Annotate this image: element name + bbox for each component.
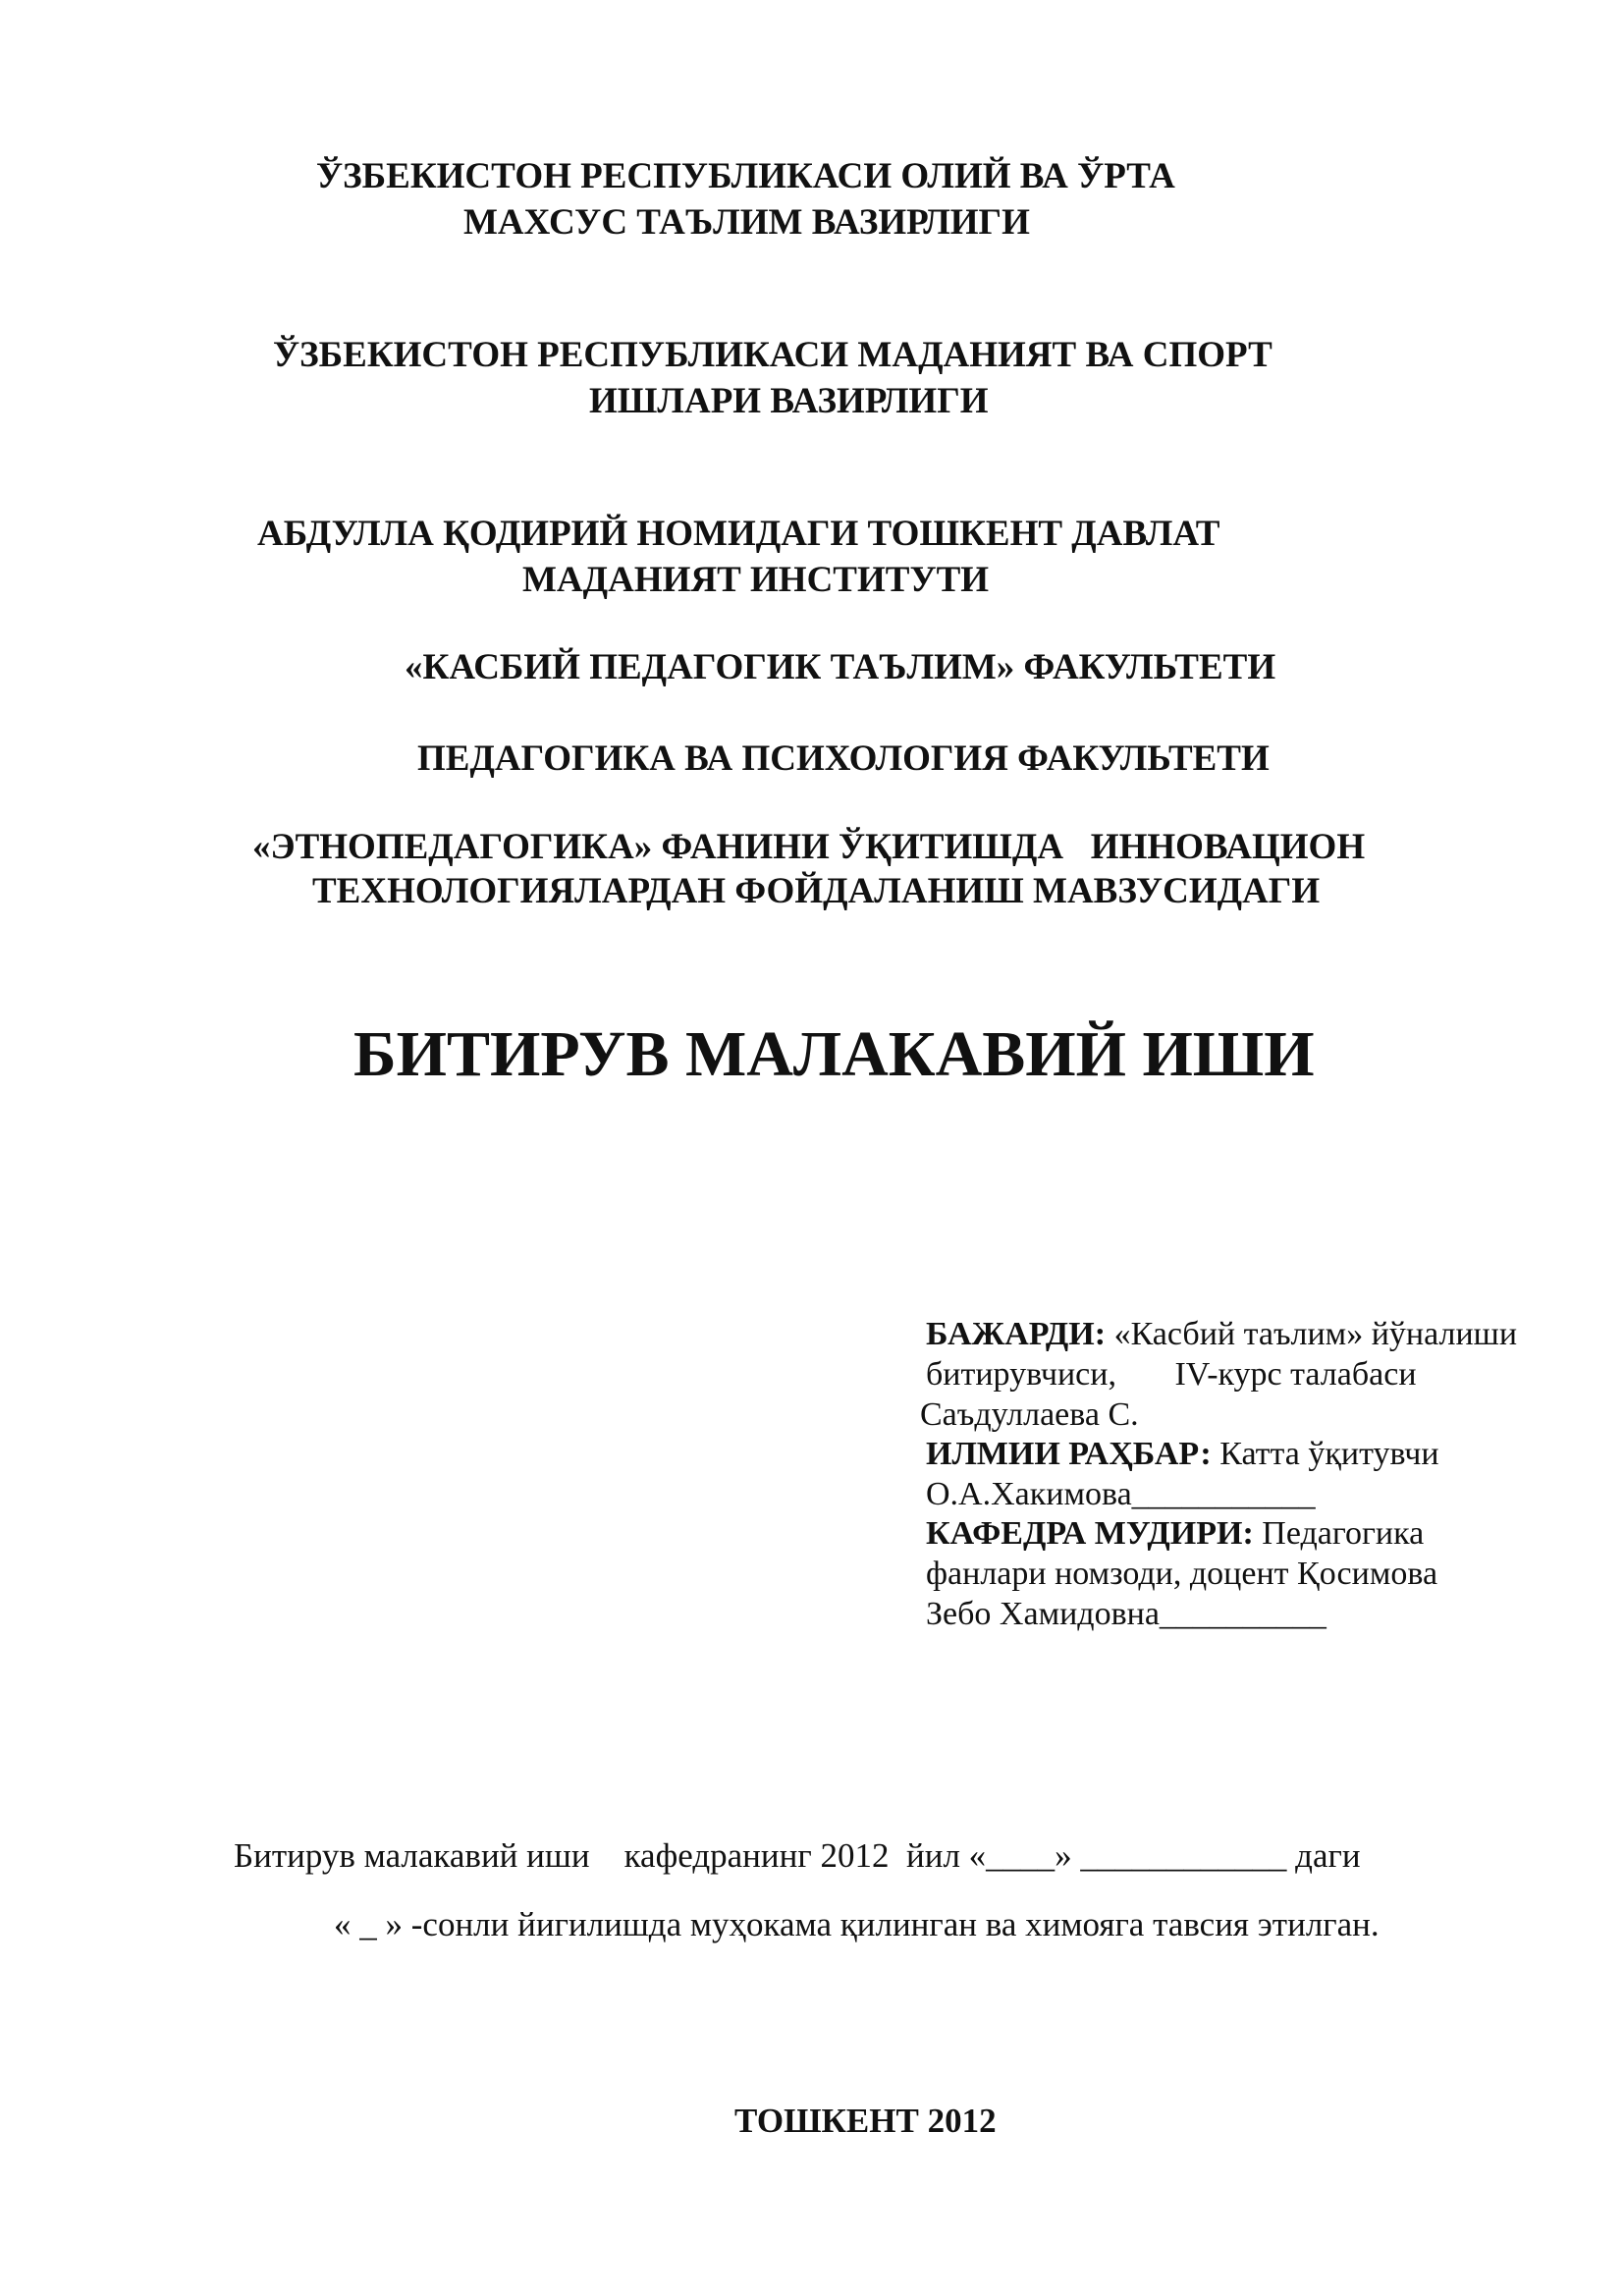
faculty-professional-pedagogy: «КАСБИЙ ПЕДАГОГИК ТАЪЛИМ» ФАКУЛЬТЕТИ [405, 647, 1276, 687]
department-head-name-signature: Зебо Хамидовна__________ [926, 1596, 1326, 1632]
ministry-culture-line1: ЎЗБЕКИСТОН РЕСПУБЛИКАСИ МАДАНИЯТ ВА СПОРТ [273, 335, 1272, 375]
performed-by-label: БАЖАРДИ: [926, 1316, 1107, 1352]
faculty-pedagogy-psychology: ПЕДАГОГИКА ВА ПСИХОЛОГИЯ ФАКУЛЬТЕТИ [417, 738, 1270, 779]
advisor-line [926, 1436, 1439, 1473]
department-head-degree: фанлари номзоди, доцент Қосимова [926, 1556, 1438, 1592]
graduate-course-line: битирувчиси, IV-курс талабаси [926, 1356, 1417, 1393]
approval-statement-line2: « _ » -сонли йигилишда муҳокама қилинган ва химояга тавсия этилган. [334, 1905, 1380, 1943]
ministry-culture-line2: ИШЛАРИ ВАЗИРЛИГИ [589, 381, 989, 421]
ministry-higher-education-line2: МАХСУС ТАЪЛИМ ВАЗИРЛИГИ [463, 202, 1030, 243]
advisor-name-signature: О.А.Хакимова___________ [926, 1476, 1316, 1512]
performed-by-line [926, 1316, 1517, 1353]
department-head-line [926, 1515, 1424, 1553]
advisor-label: ИЛМИИ РАҲБАР: [926, 1436, 1212, 1472]
advisor-title: Катта ўқитувчи [1211, 1436, 1439, 1472]
ministry-higher-education-line1: ЎЗБЕКИСТОН РЕСПУБЛИКАСИ ОЛИЙ ВА ЎРТА [316, 156, 1175, 196]
department-head-label: КАФЕДРА МУДИРИ: [926, 1515, 1254, 1552]
student-name: Саъдуллаева С. [920, 1396, 1139, 1433]
approval-statement-line1: Битирув малакавий иши кафедранинг 2012 йил «____» ____________ даги [234, 1836, 1361, 1875]
institute-name-line2: МАДАНИЯТ ИНСТИТУТИ [522, 560, 990, 600]
topic-line1: «ЭТНОПЕДАГОГИКА» ФАНИНИ ЎҚИТИШДА ИННОВАЦИОН [252, 827, 1366, 867]
department-head-field: Педагогика [1253, 1515, 1425, 1552]
city-year: ТОШКЕНТ 2012 [734, 2102, 997, 2140]
institute-name-line1: АБДУЛЛА ҚОДИРИЙ НОМИДАГИ ТОШКЕНТ ДАВЛАТ [257, 514, 1220, 554]
document-title: БИТИРУВ МАЛАКАВИЙ ИШИ [353, 1018, 1315, 1090]
topic-line2: ТЕХНОЛОГИЯЛАРДАН ФОЙДАЛАНИШ МАВЗУСИДАГИ [312, 871, 1321, 911]
performed-by-text: «Касбий таълим» йўналиши [1106, 1316, 1518, 1352]
